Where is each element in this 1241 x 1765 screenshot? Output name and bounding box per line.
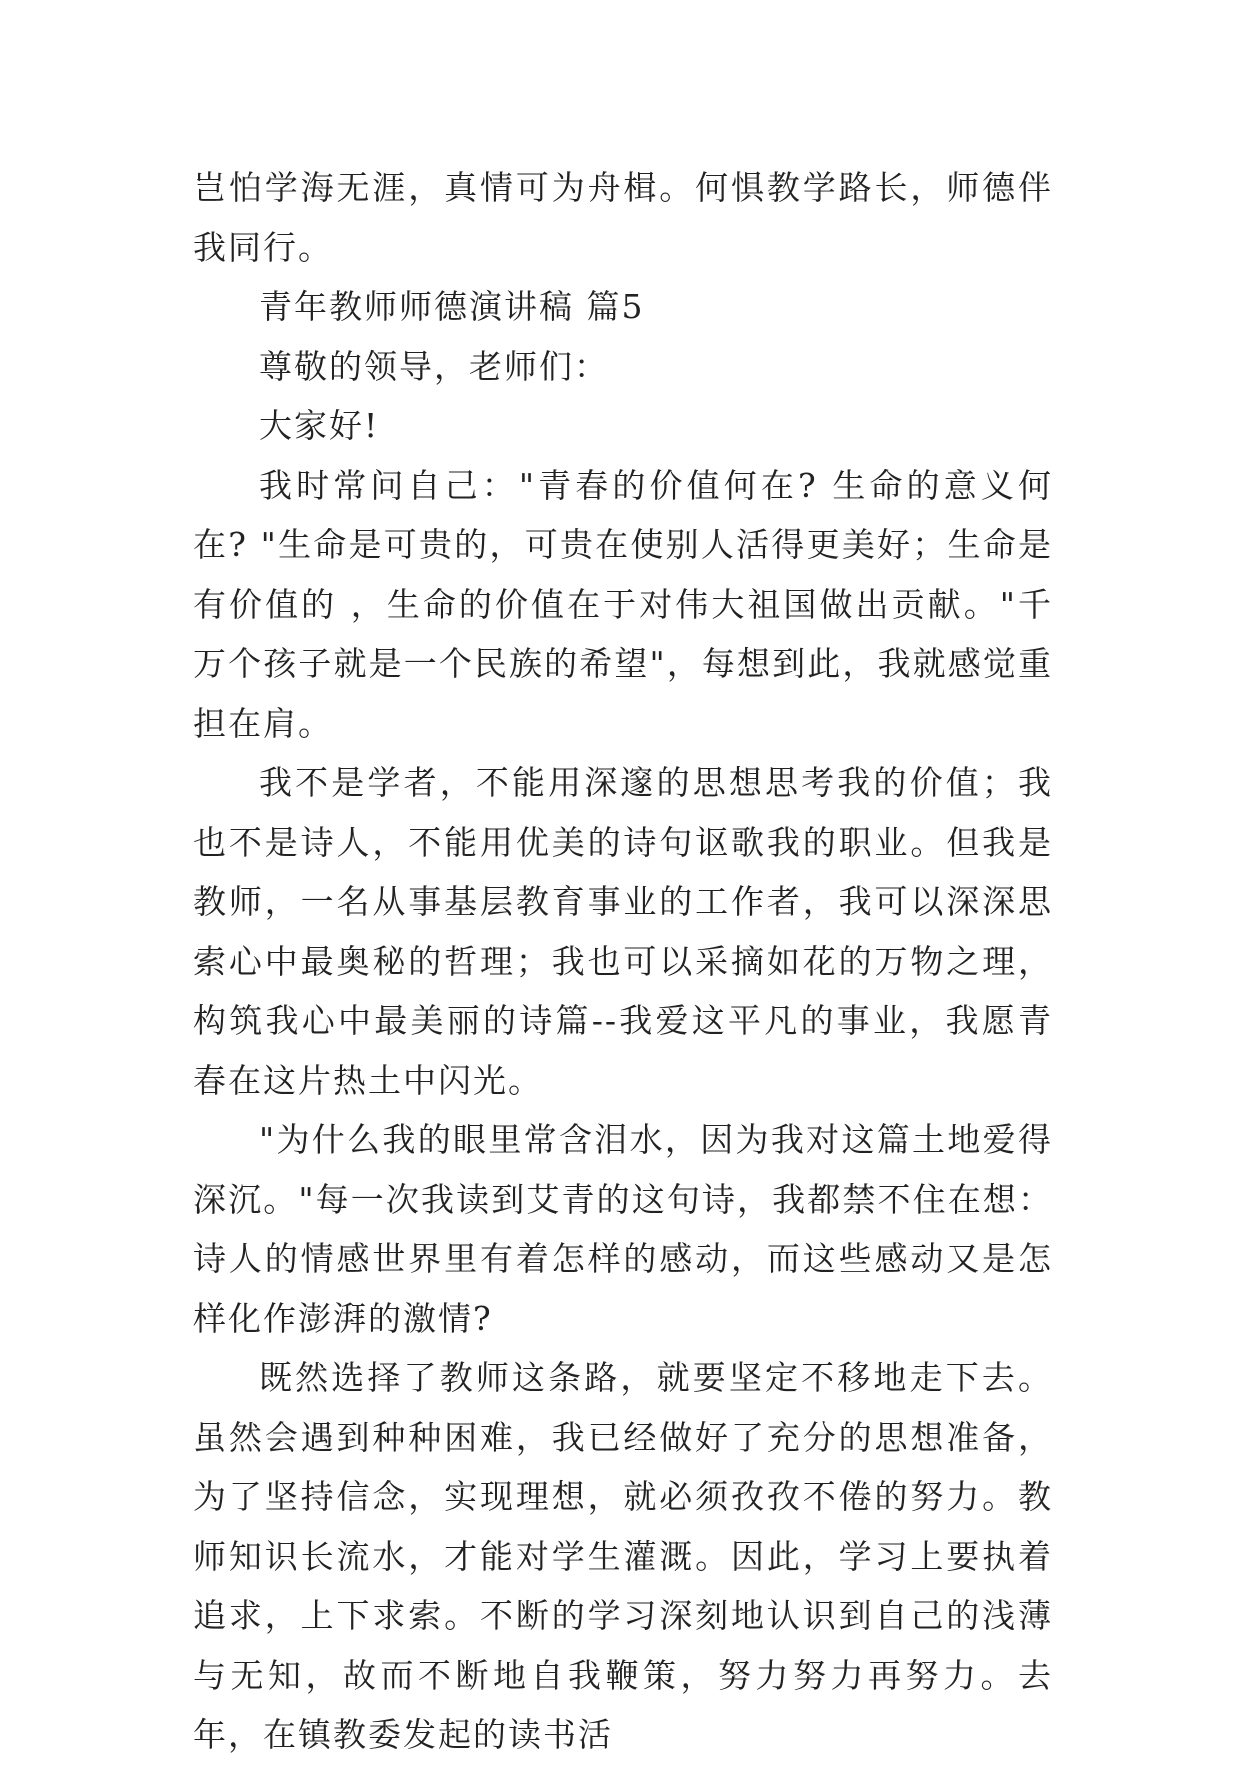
paragraph: 我时常问自己："青春的价值何在? 生命的意义何在? "生命是可贵的，可贵在使别人活得更美好；生命是有价值的 ，生命的价值在于对伟大祖国做出贡献。"千万个孩子就是一个民族的希望"，每想到此，我就感觉重担在肩。 [193,465,1053,743]
greeting: 大家好! [259,406,380,445]
section-title: 青年教师师德演讲稿 篇5 [259,287,645,326]
paragraph: 我不是学者，不能用深邃的思想思考我的价值；我也不是诗人，不能用优美的诗句讴歌我的职业。但我是教师，一名从事基层教育事业的工作者，我可以深深思索心中最奥秘的哲理；我也可以采摘如花的万物之理，构筑我心中最美丽的诗篇--我爱这平凡的事业，我愿青春在这片热土中闪光。 [193,763,1053,1100]
paragraph: 既然选择了教师这条路，就要坚定不移地走下去。虽然会遇到种种困难，我已经做好了充分的思想准备，为了坚持信念，实现理想，就必须孜孜不倦的努力。教师知识长流水，才能对学生灌溉。因此，学习上要执着追求，上下求索。不断的学习深刻地认识到自己的浅薄与无知，故而不断地自我鞭策，努力努力再努力。去年，在镇教委发起的读书活 [193,1358,1053,1754]
paragraph: "为什么我的眼里常含泪水，因为我对这篇土地爱得深沉。"每一次我读到艾青的这句诗，我都禁不住在想：诗人的情感世界里有着怎样的感动，而这些感动又是怎样化作澎湃的激情? [193,1120,1053,1338]
paragraph-opening-line: 岂怕学海无涯，真情可为舟楫。何惧教学路长，师德伴我同行。 [193,168,1053,267]
document-body [193,158,1053,1765]
salutation: 尊敬的领导，老师们： [259,346,609,386]
